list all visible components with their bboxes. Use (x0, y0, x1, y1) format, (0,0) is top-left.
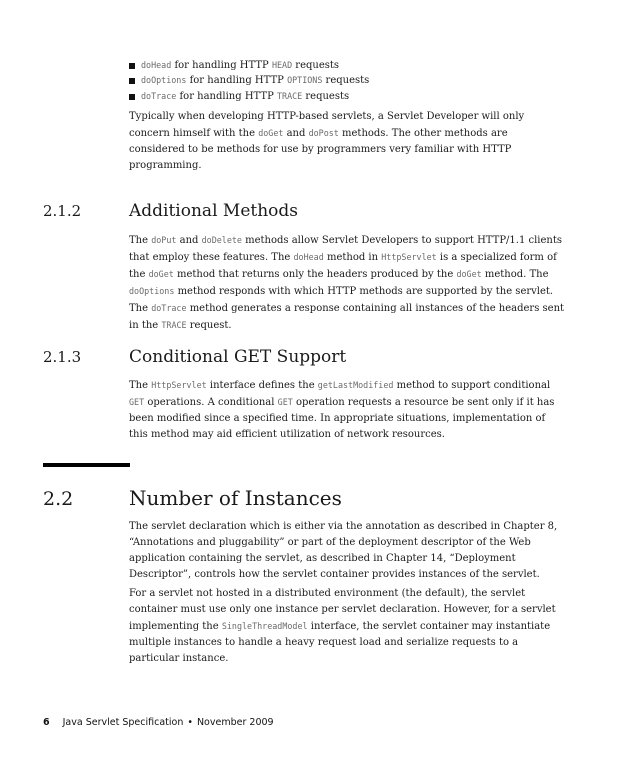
section-title-conditional-get: Conditional GET Support (129, 347, 347, 367)
code-term: SingleThreadModel (221, 621, 308, 631)
section-number-2-1-3: 2.1.3 (43, 348, 82, 366)
http-methods-list (129, 58, 369, 104)
square-bullet-icon (129, 94, 135, 100)
code-term: TRACE (276, 90, 303, 101)
list-text: for handling HTTP (176, 90, 277, 102)
footer-title: Java Servlet Specification (62, 717, 184, 728)
text-run: Typically when developing HTTP-based servlets, a Servlet Developer will only concern himself with the (129, 111, 525, 139)
text-run: method. The (481, 269, 549, 280)
code-term: HttpServlet (151, 380, 207, 390)
footer-date: November 2009 (196, 717, 274, 728)
code-term: doTrace (141, 90, 177, 101)
text-run: method to support conditional (393, 380, 551, 391)
code-term: GET (277, 397, 293, 407)
list-item (129, 73, 369, 88)
page-footer (43, 717, 274, 729)
text-run: interface defines the (206, 380, 318, 391)
instances-paragraph-2 (129, 586, 565, 667)
list-text: requests (302, 90, 350, 102)
list-text: for handling HTTP (171, 60, 272, 71)
square-bullet-icon (129, 63, 135, 69)
code-term: GET (129, 397, 145, 407)
text-run: method in (323, 252, 382, 263)
text-run: For a servlet not hosted in a distributed environment (the default), the servlet container must use only one instance per servlet declaration. However, for a servlet implementing the (129, 588, 556, 632)
page-number: 6 (43, 717, 50, 728)
code-term: TRACE (161, 320, 187, 330)
code-term: HttpServlet (381, 252, 437, 262)
list-text: requests (322, 75, 370, 87)
list-item (129, 89, 369, 104)
text-run: method that returns only the headers produced by the (173, 269, 457, 280)
code-term: doPut (151, 235, 177, 245)
section-rule (43, 463, 130, 467)
section-title-additional-methods: Additional Methods (129, 201, 298, 221)
footer-separator: • (187, 717, 193, 728)
section-number-2-1-2: 2.1.2 (43, 202, 82, 220)
additional-methods-paragraph (129, 232, 565, 334)
text-run: operations. A conditional (144, 397, 278, 408)
code-term: doGet (148, 269, 174, 279)
text-run: and (176, 235, 202, 246)
text-run: method generates a response containing all instances of the headers sent in the (129, 303, 565, 331)
code-term: doGet (456, 269, 482, 279)
code-term: doTrace (151, 303, 187, 313)
text-run: method responds with which HTTP methods are supported by the servlet. The (129, 286, 554, 314)
text-run: The (129, 235, 152, 246)
code-term: OPTIONS (287, 75, 323, 86)
list-text: requests (292, 60, 340, 71)
code-term: doDelete (201, 235, 242, 245)
code-term: doHead (141, 60, 172, 70)
code-term: HEAD (271, 60, 293, 70)
list-text: for handling HTTP (186, 75, 288, 87)
code-term: doOptions (129, 286, 175, 296)
section-number-2-2: 2.2 (43, 488, 74, 510)
intro-paragraph (129, 109, 565, 174)
code-term: doGet (258, 128, 284, 138)
section-title-number-of-instances: Number of Instances (129, 486, 342, 510)
code-term: getLastModified (317, 380, 394, 390)
text-run: methods. The other methods are considered to be methods for use by programmers very familiar with HTTP programming. (129, 128, 512, 171)
list-item (129, 58, 369, 73)
code-term: doHead (293, 252, 324, 262)
conditional-get-paragraph (129, 377, 565, 443)
code-term: doOptions (141, 75, 187, 86)
text-run: interface, the servlet container may instantiate multiple instances to handle a heavy request load and serialize requests to a particular instance. (129, 621, 551, 664)
text-run: methods allow Servlet Developers to support HTTP/1.1 clients that employ these features. The (129, 235, 563, 263)
text-run: and (283, 128, 309, 139)
text-run: The (129, 380, 152, 391)
instances-paragraph-1: The servlet declaration which is either via the annotation as described in Chapter 8, “Annotations and pluggability” or part of the deployment descriptor of the Web application containing the servlet, as described in Chapter 14, “Deployment Descriptor”, controls how the servlet container provides instances of the servlet. (129, 521, 558, 580)
text-run: request. (186, 320, 232, 331)
code-term: doPost (308, 128, 339, 138)
text-run: operation requests a resource be sent only if it has been modified since a specified time. In appropriate situations, implementation of this method may aid efficient utilization of network resources. (129, 397, 555, 440)
text-run: is a specialized form of the (129, 252, 557, 280)
square-bullet-icon (129, 78, 135, 84)
